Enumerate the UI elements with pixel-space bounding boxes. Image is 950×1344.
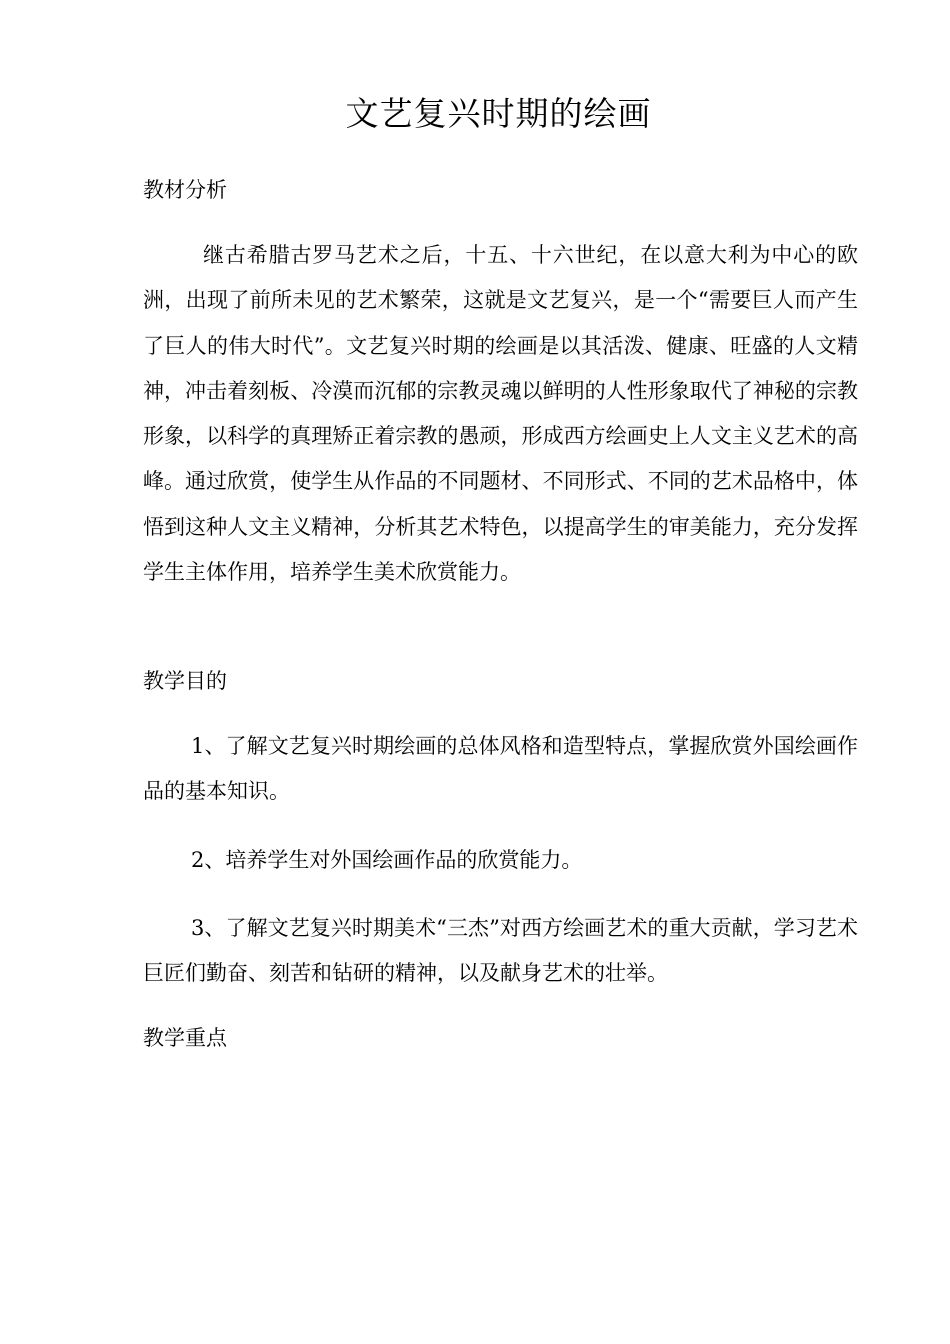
goal-item-1: 1、了解文艺复兴时期绘画的总体风格和造型特点，掌握欣赏外国绘画作品的基本知识。: [143, 734, 858, 804]
section-heading-analysis: 教材分析: [143, 178, 227, 202]
analysis-paragraph: 继古希腊古罗马艺术之后，十五、十六世纪，在以意大利为中心的欧洲，出现了前所未见的艺术繁荣，这就是文艺复兴，是一个“需要巨人而产生了巨人的伟大时代”。文艺复兴时期的绘画是以其活泼、健康、旺盛的人文精神，冲击着刻板、冷漠而沉郁的宗教灵魂以鲜明的人性形象取代了神秘的宗教形象，以科学的真理矫正着宗教的愚顽，形成西方绘画史上人文主义艺术的高峰。通过欣赏，使学生从作品的不同题材、不同形式、不同的艺术品格中，体悟到这种人文主义精神，分析其艺术特色，以提高学生的审美能力，充分发挥学生主体作用，培养学生美术欣赏能力。: [143, 243, 858, 585]
goal-item-2: 2、培养学生对外国绘画作品的欣赏能力。: [191, 848, 583, 872]
goal-item-3: 3、了解文艺复兴时期美术“三杰”对西方绘画艺术的重大贡献，学习艺术巨匠们勤奋、刻苦和钻研的精神，以及献身艺术的壮举。: [143, 916, 858, 986]
section-heading-focus: 教学重点: [143, 1026, 227, 1050]
document-title: 文艺复兴时期的绘画: [345, 94, 652, 133]
section-heading-goals: 教学目的: [143, 669, 227, 693]
